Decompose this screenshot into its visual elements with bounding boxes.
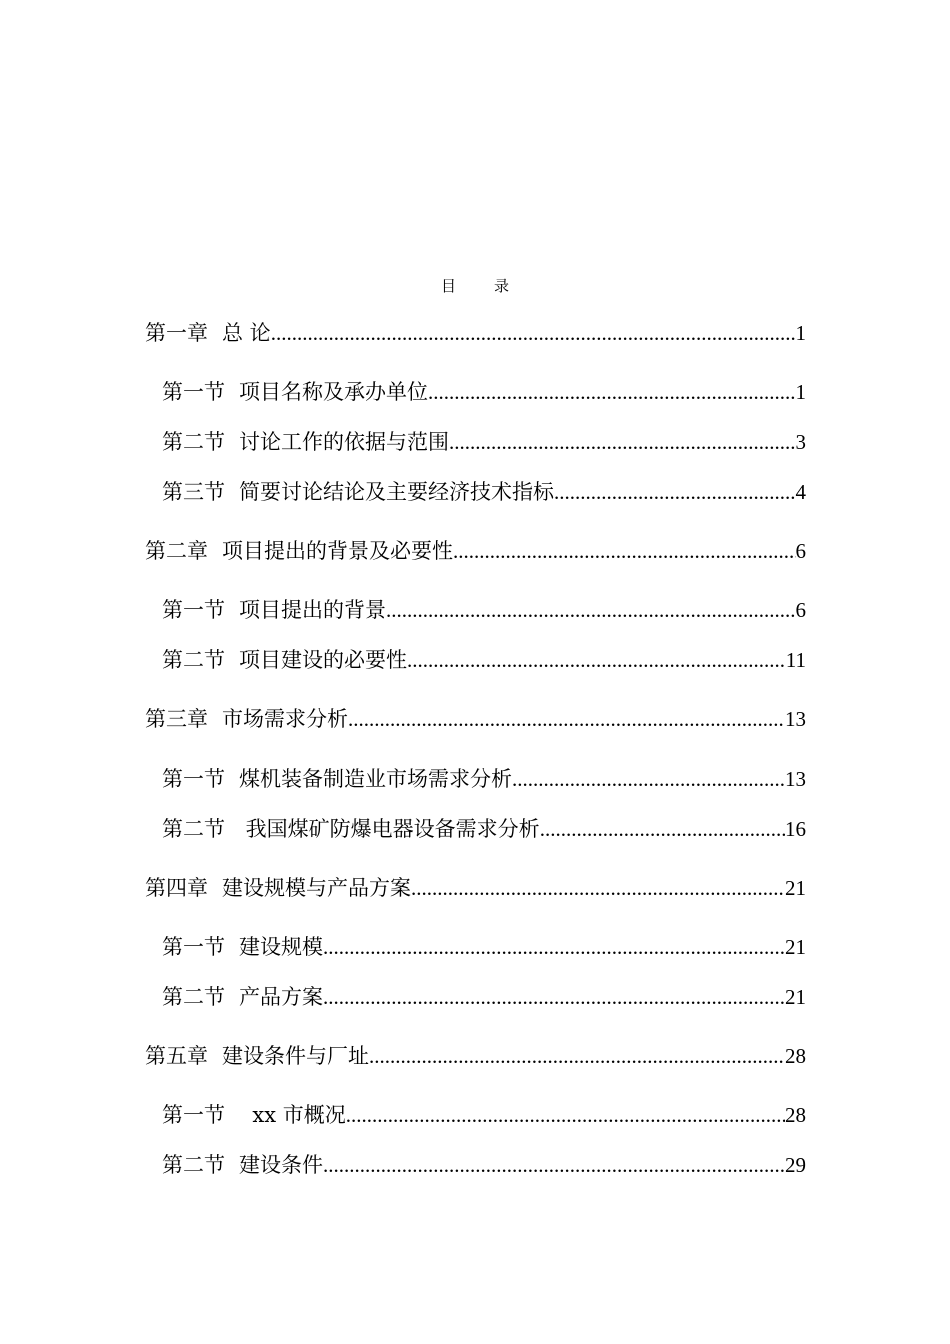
toc-entry-label: 第二节 <box>162 430 225 454</box>
toc-section-2-1[interactable] <box>162 595 806 625</box>
toc-entry-title: 建设规模与产品方案 <box>222 876 411 900</box>
toc-entry-title: 产品方案 <box>239 985 323 1009</box>
toc-section-1-1[interactable] <box>162 377 806 407</box>
toc-entry-page: 6 <box>795 539 806 563</box>
toc-leader-dots <box>512 764 785 794</box>
toc-leader-dots <box>449 427 796 457</box>
toc-section-5-1[interactable] <box>162 1100 806 1130</box>
toc-entry-label: 第二章 <box>145 539 208 563</box>
toc-entry-label: 第一节 <box>162 767 225 791</box>
toc-entry-title: 煤机装备制造业市场需求分析 <box>239 767 512 791</box>
toc-leader-dots <box>428 377 796 407</box>
toc-leader-dots <box>323 1150 785 1180</box>
toc-entry-title: 建设条件与厂址 <box>222 1044 369 1068</box>
toc-entry-label: 第二节 <box>162 817 225 841</box>
toc-leader-dots <box>411 873 785 903</box>
toc-entry-title: 总 论 <box>222 321 271 345</box>
toc-entry-page: 11 <box>785 648 806 672</box>
toc-entry-title: 建设条件 <box>239 1153 323 1177</box>
toc-leader-dots <box>271 318 796 348</box>
toc-entry-label: 第一节 <box>162 598 225 622</box>
toc-entry-label: 第一节 <box>162 935 225 959</box>
toc-leader-dots <box>348 704 785 734</box>
toc-entry-page: 4 <box>795 480 806 504</box>
toc-entry-page: 1 <box>795 321 806 345</box>
toc-leader-dots <box>453 536 796 566</box>
toc-title-left: 目 <box>440 277 456 295</box>
toc-entry-page: 21 <box>785 985 806 1009</box>
toc-entry-label: 第二节 <box>162 648 225 672</box>
toc-entry-page: 3 <box>795 430 806 454</box>
toc-entry-title: 我国煤矿防爆电器设备需求分析 <box>239 817 540 841</box>
toc-leader-dots <box>323 932 785 962</box>
toc-leader-dots <box>386 595 796 625</box>
toc-entry-page: 21 <box>785 876 806 900</box>
toc-chapter-5[interactable] <box>145 1041 806 1071</box>
toc-section-5-2[interactable] <box>162 1150 806 1180</box>
toc-entry-title: 市场需求分析 <box>222 707 348 731</box>
toc-entry-title: 项目建设的必要性 <box>239 648 407 672</box>
toc-section-3-1[interactable] <box>162 764 806 794</box>
toc-leader-dots <box>407 645 786 675</box>
toc-entry-page: 13 <box>785 707 806 731</box>
toc-chapter-2[interactable] <box>145 536 806 566</box>
toc-entry-label: 第四章 <box>145 876 208 900</box>
toc-entry-title: 建设规模 <box>239 935 323 959</box>
toc-entry-page: 29 <box>785 1153 806 1177</box>
toc-leader-dots <box>554 477 796 507</box>
toc-title-right: 录 <box>494 277 510 295</box>
toc-section-4-2[interactable] <box>162 982 806 1012</box>
toc-entry-label: 第一节 <box>162 1103 225 1127</box>
toc-entry-label: 第二节 <box>162 1153 225 1177</box>
toc-entry-page: 28 <box>785 1044 806 1068</box>
toc-entry-page: 28 <box>785 1103 806 1127</box>
toc-entry-page: 6 <box>795 598 806 622</box>
toc-entry-label: 第一章 <box>145 321 208 345</box>
toc-entry-title: 简要讨论结论及主要经济技术指标 <box>239 480 554 504</box>
toc-entry-label: 第三章 <box>145 707 208 731</box>
toc-leader-dots <box>346 1100 785 1130</box>
toc-leader-dots <box>369 1041 785 1071</box>
toc-entry-label: 第五章 <box>145 1044 208 1068</box>
toc-entry-page: 13 <box>785 767 806 791</box>
toc-chapter-4[interactable] <box>145 873 806 903</box>
toc-leader-dots <box>540 814 785 844</box>
toc-section-3-2[interactable] <box>162 814 806 844</box>
toc-chapter-3[interactable] <box>145 704 806 734</box>
toc-entry-title: 项目名称及承办单位 <box>239 380 428 404</box>
toc-section-4-1[interactable] <box>162 932 806 962</box>
toc-leader-dots <box>323 982 785 1012</box>
toc-entry-label: 第一节 <box>162 380 225 404</box>
toc-entry-title: 项目提出的背景及必要性 <box>222 539 453 563</box>
toc-chapter-1[interactable] <box>145 318 806 348</box>
toc-section-1-3[interactable] <box>162 477 806 507</box>
toc-entry-label: 第二节 <box>162 985 225 1009</box>
toc-entry-label: 第三节 <box>162 480 225 504</box>
toc-entry-title: xx 市概况 <box>239 1103 346 1127</box>
toc-entry-title: 项目提出的背景 <box>239 598 386 622</box>
toc-entry-page: 1 <box>795 380 806 404</box>
toc-entry-title: 讨论工作的依据与范围 <box>239 430 449 454</box>
toc-entry-page: 21 <box>785 935 806 959</box>
toc-entry-page: 16 <box>785 817 806 841</box>
toc-section-1-2[interactable] <box>162 427 806 457</box>
toc-section-2-2[interactable] <box>162 645 806 675</box>
